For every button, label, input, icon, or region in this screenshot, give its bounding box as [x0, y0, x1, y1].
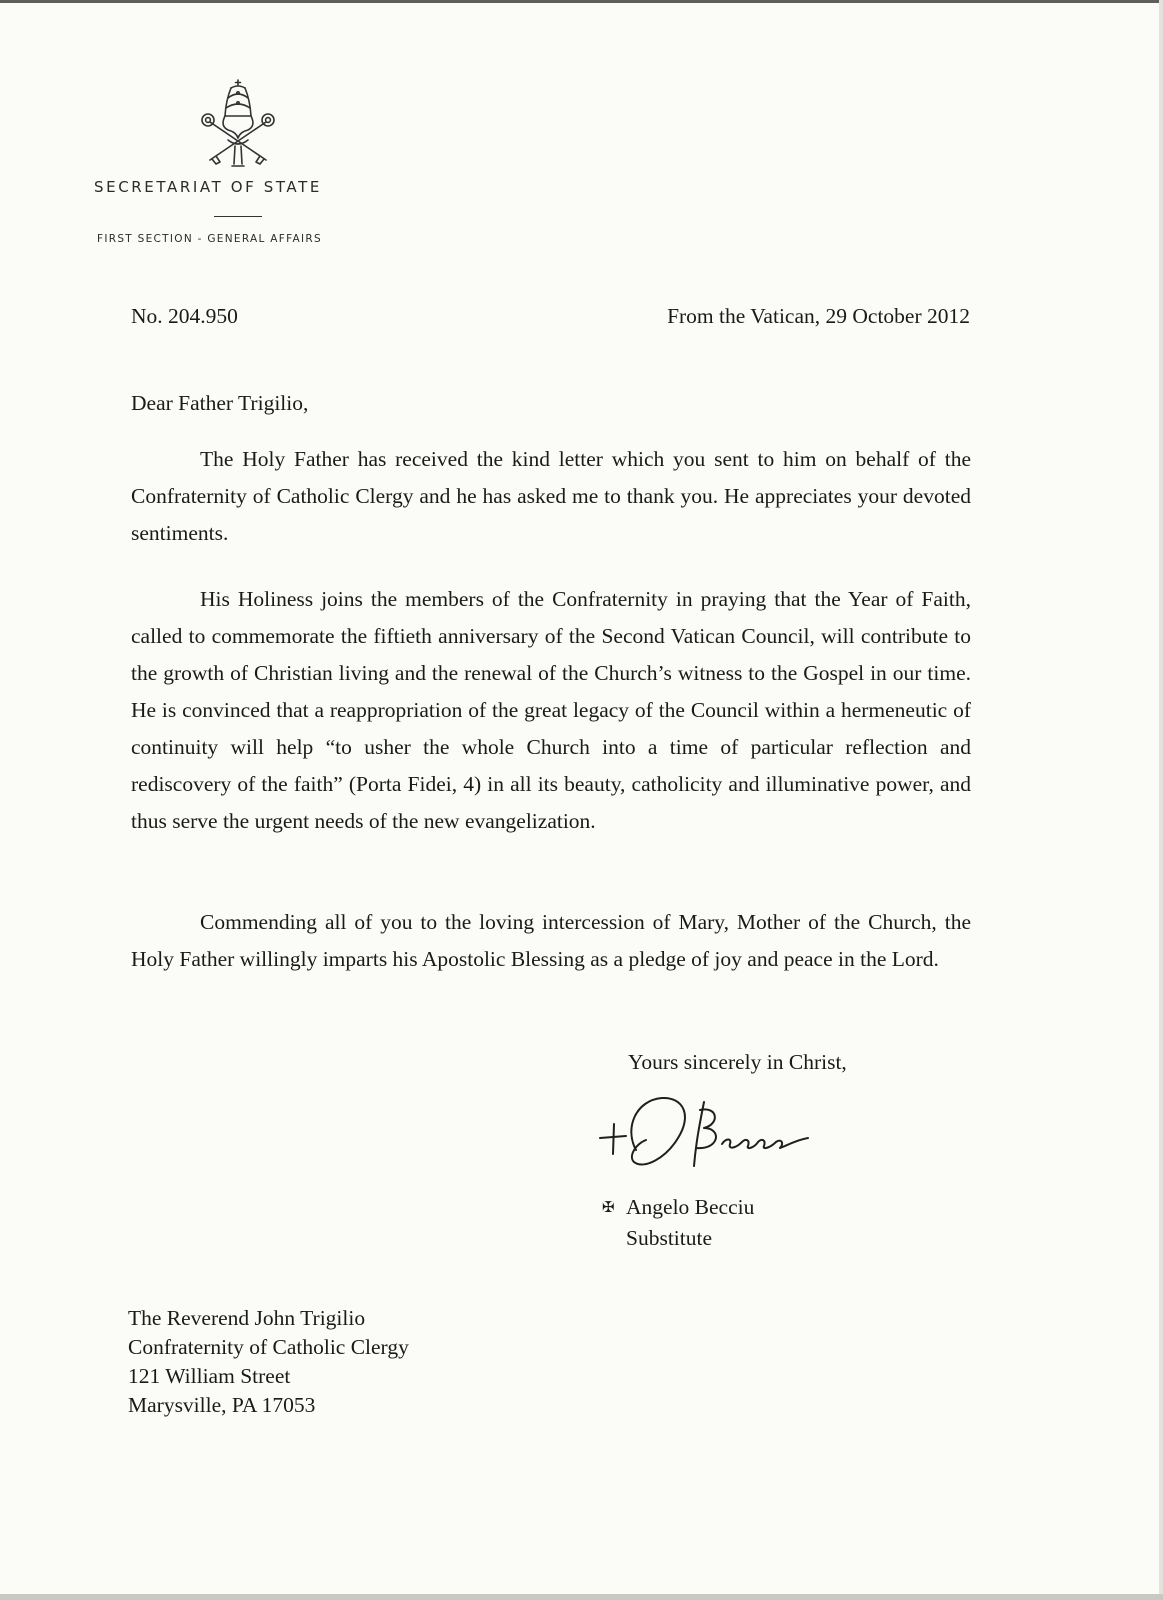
- signer-title: Substitute: [626, 1226, 713, 1250]
- body-paragraph-2: His Holiness joins the members of the Confraternity in praying that the Year of Faith, called to commemorate the fiftieth anniversary of the Second Vatican Council, will contribute to the growth of Christian living and the renewal of the Church’s witness to the Gospel in our time. He is convinced that a reappropriation of the great legacy of the Council within a hermeneutic of continuity will help “to usher the whole Church into a time of particular reflection and rediscovery of the faith” (Porta Fidei, 4) in all its beauty, catholicity and illuminative power, and thus serve the urgent needs of the new evangelization.: [131, 587, 971, 833]
- office-section: FIRST SECTION - GENERAL AFFAIRS: [97, 233, 322, 245]
- closing: Yours sincerely in Christ,: [628, 1050, 847, 1074]
- salutation: Dear Father Trigilio,: [131, 391, 309, 415]
- body-paragraph-3: Commending all of you to the loving intercession of Mary, Mother of the Church, the Holy Father willingly imparts his Apostolic Blessing as a pledge of joy and peace in the Lord.: [131, 910, 971, 971]
- dateline: From the Vatican, 29 October 2012: [667, 304, 970, 328]
- scan-right-edge: [1159, 0, 1163, 1600]
- address-line: 121 William Street: [128, 1364, 291, 1388]
- address-line: Confraternity of Catholic Clergy: [128, 1335, 409, 1359]
- signer-name-line: [602, 1192, 754, 1223]
- signer-name: Angelo Becciu: [626, 1195, 755, 1219]
- signer-block: [602, 1192, 754, 1253]
- handwritten-signature-icon: [596, 1088, 826, 1178]
- address-line: Marysville, PA 17053: [128, 1393, 316, 1417]
- address-block: [128, 1304, 409, 1420]
- body-paragraph-1: The Holy Father has received the kind letter which you sent to him on behalf of the Confraternity of Catholic Clergy and he has asked me to thank you. He appreciates your devoted sentiments.: [131, 447, 971, 545]
- episcopal-cross-icon: ✠: [602, 1200, 615, 1216]
- address-line: The Reverend John Trigilio: [128, 1306, 366, 1330]
- office-name: SECRETARIAT OF STATE: [94, 178, 322, 196]
- papal-keys-emblem-icon: [198, 76, 278, 170]
- scan-bottom-edge: [0, 1594, 1163, 1600]
- scan-top-edge: [0, 0, 1163, 3]
- letterhead-divider: [214, 216, 262, 217]
- protocol-number: No. 204.950: [131, 304, 238, 328]
